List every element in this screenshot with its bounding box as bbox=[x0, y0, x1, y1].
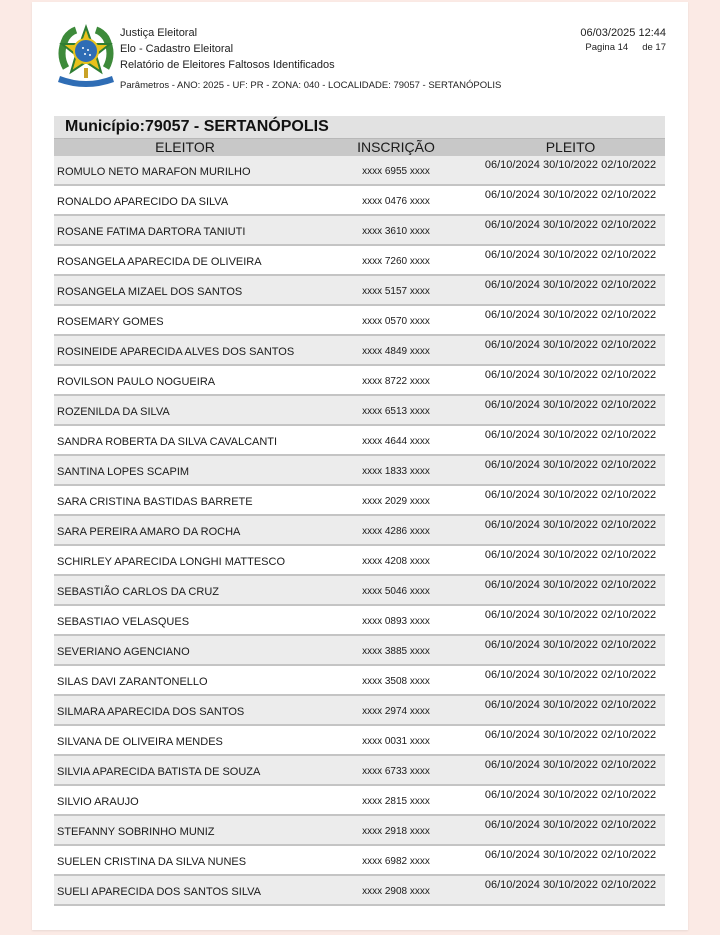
voter-name: ROSINEIDE APARECIDA ALVES DOS SANTOS bbox=[57, 346, 295, 358]
table-row bbox=[54, 366, 665, 396]
table-row bbox=[54, 786, 665, 816]
table-row bbox=[54, 876, 665, 906]
page-number: Pagina 14 bbox=[585, 42, 629, 53]
voter-name: ROSANE FATIMA DARTORA TANIUTI bbox=[57, 226, 246, 238]
municipio-title: Município:79057 - SERTANÓPOLIS bbox=[54, 116, 665, 138]
voter-registration: xxxx 5046 xxxx bbox=[362, 586, 430, 597]
voter-registration: xxxx 2815 xxxx bbox=[362, 796, 430, 807]
voter-registration: xxxx 3885 xxxx bbox=[362, 646, 430, 657]
voter-registration: xxxx 1833 xxxx bbox=[362, 466, 430, 477]
voter-name: SARA PEREIRA AMARO DA ROCHA bbox=[57, 526, 241, 538]
voter-name: SILVANA DE OLIVEIRA MENDES bbox=[57, 736, 223, 748]
voters-table bbox=[54, 116, 665, 906]
voter-elections: 06/10/2024 30/10/2022 02/10/2022 bbox=[484, 519, 657, 531]
report-page bbox=[32, 2, 688, 930]
voter-registration: xxxx 0570 xxxx bbox=[362, 316, 430, 327]
table-row bbox=[54, 606, 665, 636]
voter-registration: xxxx 3508 xxxx bbox=[362, 676, 430, 687]
voter-name: SANDRA ROBERTA DA SILVA CAVALCANTI bbox=[57, 436, 278, 448]
voter-elections: 06/10/2024 30/10/2022 02/10/2022 bbox=[484, 279, 657, 291]
voter-elections: 06/10/2024 30/10/2022 02/10/2022 bbox=[484, 849, 657, 861]
voter-elections: 06/10/2024 30/10/2022 02/10/2022 bbox=[484, 579, 657, 591]
table-row bbox=[54, 816, 665, 846]
voter-elections: 06/10/2024 30/10/2022 02/10/2022 bbox=[484, 489, 657, 501]
voter-name: SUELI APARECIDA DOS SANTOS SILVA bbox=[57, 886, 261, 898]
system-name: Elo - Cadastro Eleitoral bbox=[120, 43, 234, 55]
column-header-inscricao: INSCRIÇÃO bbox=[357, 139, 435, 155]
voter-name: ROVILSON PAULO NOGUEIRA bbox=[57, 376, 216, 388]
voter-registration: xxxx 4286 xxxx bbox=[362, 526, 430, 537]
table-row bbox=[54, 636, 665, 666]
voter-registration: xxxx 0893 xxxx bbox=[362, 616, 430, 627]
page-indicator bbox=[580, 41, 666, 54]
voter-registration: xxxx 6955 xxxx bbox=[362, 166, 430, 177]
voter-name: SUELEN CRISTINA DA SILVA NUNES bbox=[57, 856, 247, 868]
voter-name: SILMARA APARECIDA DOS SANTOS bbox=[57, 706, 245, 718]
table-row bbox=[54, 216, 665, 246]
table-row bbox=[54, 486, 665, 516]
voter-name: SARA CRISTINA BASTIDAS BARRETE bbox=[57, 496, 253, 508]
voter-registration: xxxx 6733 xxxx bbox=[362, 766, 430, 777]
voter-name: SILVIA APARECIDA BATISTA DE SOUZA bbox=[57, 766, 261, 778]
voter-elections: 06/10/2024 30/10/2022 02/10/2022 bbox=[484, 309, 657, 321]
voter-elections: 06/10/2024 30/10/2022 02/10/2022 bbox=[484, 189, 657, 201]
voter-elections: 06/10/2024 30/10/2022 02/10/2022 bbox=[484, 249, 657, 261]
page-total: de 17 bbox=[642, 42, 666, 53]
voter-registration: xxxx 0476 xxxx bbox=[362, 196, 430, 207]
table-row bbox=[54, 696, 665, 726]
voter-elections: 06/10/2024 30/10/2022 02/10/2022 bbox=[484, 789, 657, 801]
voter-elections: 06/10/2024 30/10/2022 02/10/2022 bbox=[484, 399, 657, 411]
table-row bbox=[54, 666, 665, 696]
voter-elections: 06/10/2024 30/10/2022 02/10/2022 bbox=[484, 219, 657, 231]
voter-registration: xxxx 8722 xxxx bbox=[362, 376, 430, 387]
report-header bbox=[32, 2, 688, 112]
voter-name: STEFANNY SOBRINHO MUNIZ bbox=[57, 826, 215, 838]
voter-name: ROSANGELA APARECIDA DE OLIVEIRA bbox=[57, 256, 262, 268]
voter-elections: 06/10/2024 30/10/2022 02/10/2022 bbox=[484, 429, 657, 441]
column-header-pleito: PLEITO bbox=[545, 139, 596, 155]
voter-elections: 06/10/2024 30/10/2022 02/10/2022 bbox=[484, 369, 657, 381]
voter-registration: xxxx 2918 xxxx bbox=[362, 826, 430, 837]
voter-elections: 06/10/2024 30/10/2022 02/10/2022 bbox=[484, 459, 657, 471]
report-meta bbox=[580, 26, 666, 54]
table-row bbox=[54, 726, 665, 756]
voter-name: ROZENILDA DA SILVA bbox=[57, 406, 170, 418]
table-row bbox=[54, 576, 665, 606]
voter-name: ROSANGELA MIZAEL DOS SANTOS bbox=[57, 286, 243, 298]
table-row bbox=[54, 156, 665, 186]
voter-elections: 06/10/2024 30/10/2022 02/10/2022 bbox=[484, 549, 657, 561]
voter-elections: 06/10/2024 30/10/2022 02/10/2022 bbox=[484, 609, 657, 621]
voter-registration: xxxx 5157 xxxx bbox=[362, 286, 430, 297]
voter-name: SEVERIANO AGENCIANO bbox=[57, 646, 190, 658]
voter-registration: xxxx 4208 xxxx bbox=[362, 556, 430, 567]
voter-elections: 06/10/2024 30/10/2022 02/10/2022 bbox=[484, 159, 657, 171]
table-row bbox=[54, 276, 665, 306]
voter-elections: 06/10/2024 30/10/2022 02/10/2022 bbox=[484, 819, 657, 831]
voter-registration: xxxx 4644 xxxx bbox=[362, 436, 430, 447]
org-name: Justiça Eleitoral bbox=[120, 27, 198, 39]
table-row bbox=[54, 846, 665, 876]
voter-elections: 06/10/2024 30/10/2022 02/10/2022 bbox=[484, 759, 657, 771]
voter-registration: xxxx 2029 xxxx bbox=[362, 496, 430, 507]
table-row bbox=[54, 306, 665, 336]
report-title: Relatório de Eleitores Faltosos Identificados bbox=[120, 59, 335, 71]
voter-elections: 06/10/2024 30/10/2022 02/10/2022 bbox=[484, 639, 657, 651]
voter-name: RONALDO APARECIDO DA SILVA bbox=[57, 196, 229, 208]
brazil-coat-of-arms-icon bbox=[56, 24, 116, 90]
table-header bbox=[54, 138, 665, 156]
voter-name: SEBASTIÃO CARLOS DA CRUZ bbox=[57, 586, 219, 598]
table-row bbox=[54, 246, 665, 276]
table-row bbox=[54, 426, 665, 456]
report-parameters: Parâmetros - ANO: 2025 - UF: PR - ZONA: 040 - LOCALIDADE: 79057 - SERTANÓPOLIS bbox=[120, 80, 502, 91]
table-row bbox=[54, 336, 665, 366]
voter-name: SEBASTIAO VELASQUES bbox=[57, 616, 190, 628]
column-header-eleitor: ELEITOR bbox=[155, 139, 215, 155]
voter-registration: xxxx 6982 xxxx bbox=[362, 856, 430, 867]
voter-registration: xxxx 2974 xxxx bbox=[362, 706, 430, 717]
voter-elections: 06/10/2024 30/10/2022 02/10/2022 bbox=[484, 699, 657, 711]
voter-registration: xxxx 4849 xxxx bbox=[362, 346, 430, 357]
voter-name: SILAS DAVI ZARANTONELLO bbox=[57, 676, 208, 688]
voter-registration: xxxx 7260 xxxx bbox=[362, 256, 430, 267]
report-datetime: 06/03/2025 12:44 bbox=[580, 27, 666, 39]
voter-registration: xxxx 3610 xxxx bbox=[362, 226, 430, 237]
table-row bbox=[54, 756, 665, 786]
voter-registration: xxxx 6513 xxxx bbox=[362, 406, 430, 417]
voter-elections: 06/10/2024 30/10/2022 02/10/2022 bbox=[484, 879, 657, 891]
voter-name: SILVIO ARAUJO bbox=[57, 796, 139, 808]
voter-name: ROSEMARY GOMES bbox=[57, 316, 164, 328]
voter-elections: 06/10/2024 30/10/2022 02/10/2022 bbox=[484, 669, 657, 681]
table-row bbox=[54, 396, 665, 426]
table-row bbox=[54, 546, 665, 576]
voter-registration: xxxx 2908 xxxx bbox=[362, 886, 430, 897]
table-row bbox=[54, 456, 665, 486]
voter-elections: 06/10/2024 30/10/2022 02/10/2022 bbox=[484, 729, 657, 741]
voter-name: SANTINA LOPES SCAPIM bbox=[57, 466, 190, 478]
table-row bbox=[54, 186, 665, 216]
table-row bbox=[54, 516, 665, 546]
voter-registration: xxxx 0031 xxxx bbox=[362, 736, 430, 747]
voter-elections: 06/10/2024 30/10/2022 02/10/2022 bbox=[484, 339, 657, 351]
voter-name: SCHIRLEY APARECIDA LONGHI MATTESCO bbox=[57, 556, 285, 568]
table-body bbox=[54, 156, 665, 906]
voter-name: ROMULO NETO MARAFON MURILHO bbox=[57, 166, 251, 178]
